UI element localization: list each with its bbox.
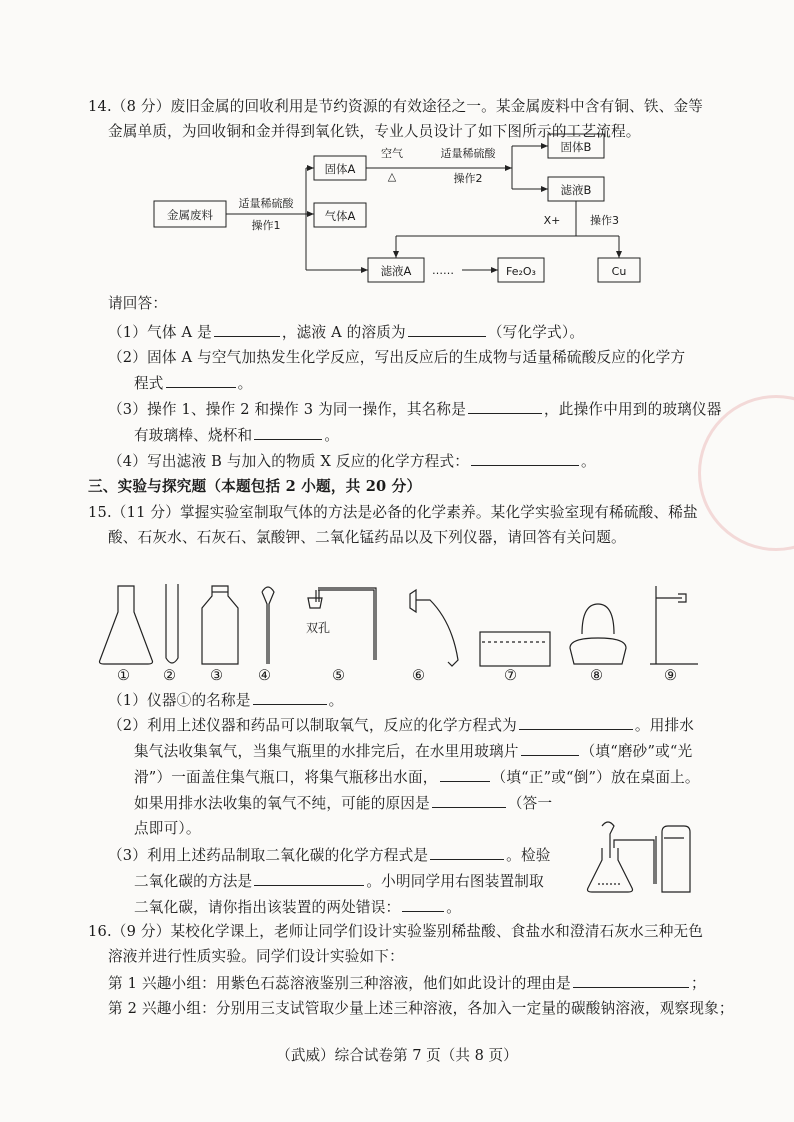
q16-group1: 第 1 兴趣小组：用紫色石蕊溶液鉴别三种溶液，他们如此设计的理由是 ； bbox=[108, 975, 706, 992]
apparatus-number-8: ⑧ bbox=[590, 667, 604, 684]
q15-sub2-line2: 集气法收集氧气，当集气瓶里的水排完后，在水里用玻璃片 （填“磨砂”或“光 bbox=[134, 743, 693, 760]
answer-blank[interactable] bbox=[471, 451, 579, 466]
section3-heading: 三、实验与探究题（本题包括 2 小题，共 20 分） bbox=[88, 478, 422, 495]
process-flow-diagram bbox=[140, 128, 660, 288]
apparatus-number-9: ⑨ bbox=[664, 667, 678, 684]
answer-blank[interactable] bbox=[254, 425, 322, 440]
alcohol-lamp-icon bbox=[582, 604, 614, 634]
apparatus-number-2: ② bbox=[163, 667, 177, 684]
answer-blank[interactable] bbox=[440, 767, 490, 782]
answer-blank[interactable] bbox=[519, 715, 633, 730]
label-gasA: 气体A bbox=[324, 209, 356, 223]
q14-sub2-line2: 程式 。 bbox=[134, 375, 253, 392]
q15-sub2-line4: 如果用排水法收集的氧气不纯，可能的原因是 （答一 bbox=[134, 795, 553, 812]
answer-blank[interactable] bbox=[468, 399, 542, 414]
label-filtrateB: 滤液B bbox=[560, 183, 592, 197]
two-hole-stopper-icon bbox=[308, 598, 322, 608]
label-fe2o3: Fe₂O₃ bbox=[506, 265, 536, 278]
svg-text:操作3: 操作3 bbox=[590, 214, 619, 227]
answer-blank[interactable] bbox=[521, 741, 579, 756]
long-funnel-icon bbox=[262, 587, 274, 664]
apparatus-row bbox=[90, 582, 710, 682]
co2-apparatus-figure bbox=[584, 818, 708, 898]
single-stopper-icon bbox=[410, 590, 416, 612]
q16-line1: 16.（9 分）某校化学课上，老师让同学们设计实验鉴别稀盐酸、食盐水和澄清石灰水三种无色 bbox=[88, 923, 704, 940]
label-waste: 金属废料 bbox=[167, 208, 213, 222]
answer-blank[interactable] bbox=[166, 373, 236, 388]
answer-blank[interactable] bbox=[432, 793, 506, 808]
q14-sub3-line1: （3）操作 1、操作 2 和操作 3 为同一操作，其名称是 ，此操作中用到的玻璃仪器 bbox=[108, 401, 722, 418]
q15-sub2-line3: 滑”）一面盖住集气瓶口，将集气瓶移出水面， （填“正”或“倒”）放在桌面上。 bbox=[134, 769, 700, 786]
apparatus-number-7: ⑦ bbox=[504, 667, 518, 684]
answer-blank[interactable] bbox=[573, 973, 689, 988]
conical-flask-icon bbox=[100, 586, 153, 664]
two-hole-label: 双孔 bbox=[306, 621, 331, 635]
svg-text:操作2: 操作2 bbox=[453, 172, 483, 185]
answer-blank[interactable] bbox=[430, 845, 504, 860]
apparatus-number-1: ① bbox=[117, 667, 131, 684]
q14-sub2-line1: （2）固体 A 与空气加热发生化学反应，写出反应后的生成物与适量稀硫酸反应的化学方 bbox=[108, 349, 686, 366]
svg-text:空气: 空气 bbox=[381, 147, 403, 160]
svg-text:适量稀硫酸: 适量稀硫酸 bbox=[238, 197, 294, 210]
test-tube-icon bbox=[166, 584, 178, 663]
apparatus-number-5: ⑤ bbox=[332, 667, 346, 684]
water-trough-icon bbox=[480, 632, 550, 666]
q15-line1: 15.（11 分）掌握实验室制取气体的方法是必备的化学素养。某化学实验室现有稀硫酸、稀盐 bbox=[88, 504, 698, 521]
q14-prompt: 请回答： bbox=[108, 295, 168, 312]
answer-blank[interactable] bbox=[402, 897, 444, 912]
answer-blank[interactable] bbox=[253, 690, 327, 705]
svg-text:……: …… bbox=[432, 264, 454, 277]
label-solidB: 固体B bbox=[560, 140, 592, 154]
svg-text:适量稀硫酸: 适量稀硫酸 bbox=[440, 147, 496, 160]
label-cu: Cu bbox=[611, 265, 627, 278]
answer-blank[interactable] bbox=[254, 871, 364, 886]
apparatus-number-3: ③ bbox=[210, 667, 224, 684]
q15-sub3-line1: （3）利用上述药品制取二氧化碳的化学方程式是 。检验 bbox=[108, 847, 551, 864]
q15-sub1: （1）仪器①的名称是 。 bbox=[108, 692, 344, 709]
answer-blank[interactable] bbox=[408, 322, 486, 337]
label-solidA: 固体A bbox=[324, 162, 356, 176]
q15-line2: 酸、石灰水、石灰石、氯酸钾、二氧化锰药品以及下列仪器，请回答有关问题。 bbox=[108, 529, 626, 546]
q14-line1: 14.（8 分）废旧金属的回收利用是节约资源的有效途径之一。某金属废料中含有铜、铁、金等 bbox=[88, 98, 704, 115]
q16-group2: 第 2 兴趣小组：分别用三支试管取少量上述三种溶液，各加入一定量的碳酸钠溶液，观察现象； bbox=[108, 1000, 734, 1017]
label-filtrateA: 滤液A bbox=[380, 264, 412, 278]
apparatus-number-4: ④ bbox=[258, 667, 272, 684]
svg-text:△: △ bbox=[387, 170, 397, 183]
iron-stand-icon bbox=[650, 586, 698, 664]
q14-sub3-line2: 有玻璃棒、烧杯和 。 bbox=[134, 427, 340, 444]
q15-sub3-line3: 二氧化碳，请你指出该装置的两处错误： 。 bbox=[134, 899, 462, 916]
answer-blank[interactable] bbox=[214, 322, 280, 337]
q14-sub1: （1）气体 A 是 ，滤液 A 的溶质为 （写化学式）。 bbox=[108, 324, 585, 341]
q15-sub2-line5: 点即可）。 bbox=[134, 820, 201, 837]
q16-line2: 溶液并进行性质实验。同学们设计实验如下： bbox=[108, 948, 404, 965]
q15-sub3-line2: 二氧化碳的方法是 。小明同学用右图装置制取 bbox=[134, 873, 544, 890]
apparatus-number-6: ⑥ bbox=[412, 667, 426, 684]
svg-text:操作1: 操作1 bbox=[251, 219, 281, 232]
q14-line2: 金属单质，为回收铜和金并得到氧化铁，专业人员设计了如下图所示的工艺流程。 bbox=[108, 123, 641, 140]
q15-sub2-line1: （2）利用上述仪器和药品可以制取氧气，反应的化学方程式为 。用排水 bbox=[108, 717, 695, 734]
page-footer: （武威）综合试卷第 7 页（共 8 页） bbox=[276, 1047, 518, 1064]
gas-jar-icon bbox=[202, 586, 238, 664]
svg-text:X+: X+ bbox=[543, 214, 561, 227]
q14-sub4: （4）写出滤液 B 与加入的物质 X 反应的化学方程式： 。 bbox=[108, 453, 596, 470]
